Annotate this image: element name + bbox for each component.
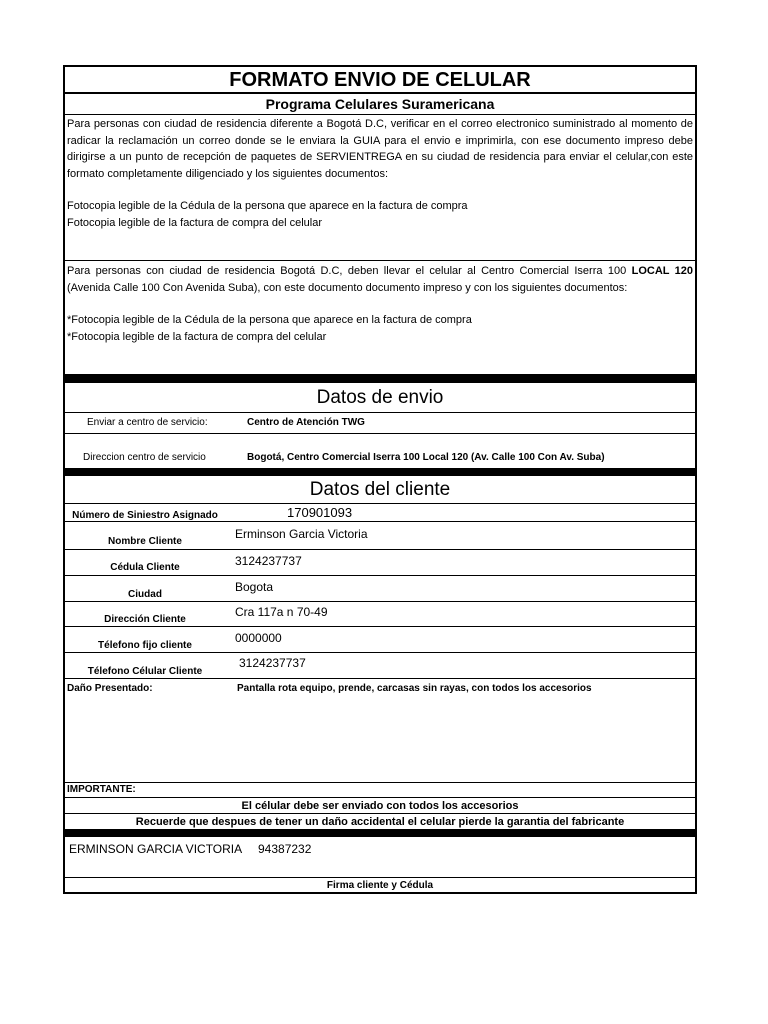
direccion-cliente-value: Cra 117a n 70-49 [235, 605, 328, 619]
telefono-fijo-label: Télefono fijo cliente [98, 640, 192, 651]
firma-label: Firma cliente y Cédula [326, 880, 434, 891]
direccion-cliente-label: Dirección Cliente [104, 614, 186, 625]
form-subtitle: Programa Celulares Suramericana [65, 94, 695, 115]
importante-row [65, 783, 695, 798]
nombre-label: Nombre Cliente [108, 536, 182, 547]
ciudad-value: Bogota [235, 580, 274, 594]
cedula-label: Cédula Cliente [110, 562, 180, 573]
siniestro-row [65, 504, 695, 522]
siniestro-label: Número de Siniestro Asignado [72, 510, 218, 521]
importante-label: IMPORTANTE: [67, 784, 136, 795]
spacer [67, 182, 693, 198]
instructions-outside-doc1: Fotocopia legible de la Cédula de la persona que aparece en la factura de compra [67, 200, 468, 212]
cedula-value: 3124237737 [235, 554, 302, 568]
cedula-row [65, 550, 695, 576]
dano-value: Pantalla rota equipo, prende, carcasas sin rayas, con todos los accesorios [237, 683, 592, 694]
telefono-celular-label: Télefono Célular Cliente [87, 666, 203, 677]
telefono-fijo-row [65, 627, 695, 653]
section-divider [65, 374, 695, 383]
firma-number: 94387232 [258, 842, 312, 856]
instructions-bogota-paragraph [67, 263, 693, 296]
ciudad-label: Ciudad [128, 589, 162, 600]
direccion-servicio-value: Bogotá, Centro Comercial Iserra 100 Local 120 (Av. Calle 100 Con Av. Suba) [247, 452, 605, 463]
datos-envio-heading: Datos de envio [65, 384, 695, 413]
telefono-celular-value: 3124237737 [239, 656, 306, 670]
dano-label: Daño Presentado: [67, 683, 153, 694]
centro-servicio-label: Enviar a centro de servicio: [87, 417, 208, 428]
firma-name: ERMINSON GARCIA VICTORIA [69, 842, 243, 856]
ciudad-row [65, 576, 695, 602]
bogota-paragraph-start: Para personas con ciudad de residencia Bogotá D.C, deben llevar el celular al Centro Comercial Iserra 100 [67, 265, 632, 277]
importante-line2: Recuerde que despues de tener un daño accidental el celular pierde la garantia del fabricante [65, 814, 695, 831]
shipping-form [63, 65, 697, 894]
siniestro-value: 170901093 [287, 505, 353, 520]
telefono-fijo-value: 0000000 [235, 631, 282, 645]
form-title: FORMATO ENVIO DE CELULAR [65, 67, 695, 94]
nombre-value: Erminson Garcia Victoria [235, 527, 368, 541]
direccion-servicio-label: Direccion centro de servicio [83, 452, 206, 463]
instructions-outside-bogota [65, 116, 695, 261]
section-divider [65, 468, 695, 476]
instructions-bogota-doc1: *Fotocopia legible de la Cédula de la persona que aparece en la factura de compra [67, 314, 472, 326]
spacer [67, 296, 693, 312]
instructions-outside-paragraph: Para personas con ciudad de residencia diferente a Bogotá D.C, verificar en el correo electronico suministrado al momento de radicar la reclamación un correo donde se le enviara la GUIA para el envio e imprimirla, con ese documento impreso debe dirigirse a un punto de recepción de paquetes de SERVIENTREGA en su ciudad de residencia para enviar el celular,con este formato completamente diligenciado y los siguientes documentos: [67, 118, 693, 180]
direccion-servicio-row [65, 434, 695, 468]
importante-line1: El célular debe ser enviado con todos los accesorios [65, 798, 695, 814]
instructions-bogota-doc2: *Fotocopia legible de la factura de compra del celular [67, 330, 327, 343]
nombre-row [65, 522, 695, 550]
firma-row [65, 837, 695, 878]
instructions-outside-doc2: Fotocopia legible de la factura de compra del celular [67, 216, 322, 229]
bogota-paragraph-bold: LOCAL 120 [631, 265, 694, 277]
instructions-bogota [65, 261, 695, 373]
centro-servicio-value: Centro de Atención TWG [247, 417, 365, 428]
centro-servicio-row [65, 413, 695, 434]
direccion-cliente-row [65, 602, 695, 627]
telefono-celular-row [65, 653, 695, 679]
datos-cliente-heading: Datos del cliente [65, 476, 695, 504]
dano-row [65, 679, 695, 783]
bogota-paragraph-end: (Avenida Calle 100 Con Avenida Suba), con este documento documento impreso y con los siguientes documentos: [67, 281, 628, 294]
